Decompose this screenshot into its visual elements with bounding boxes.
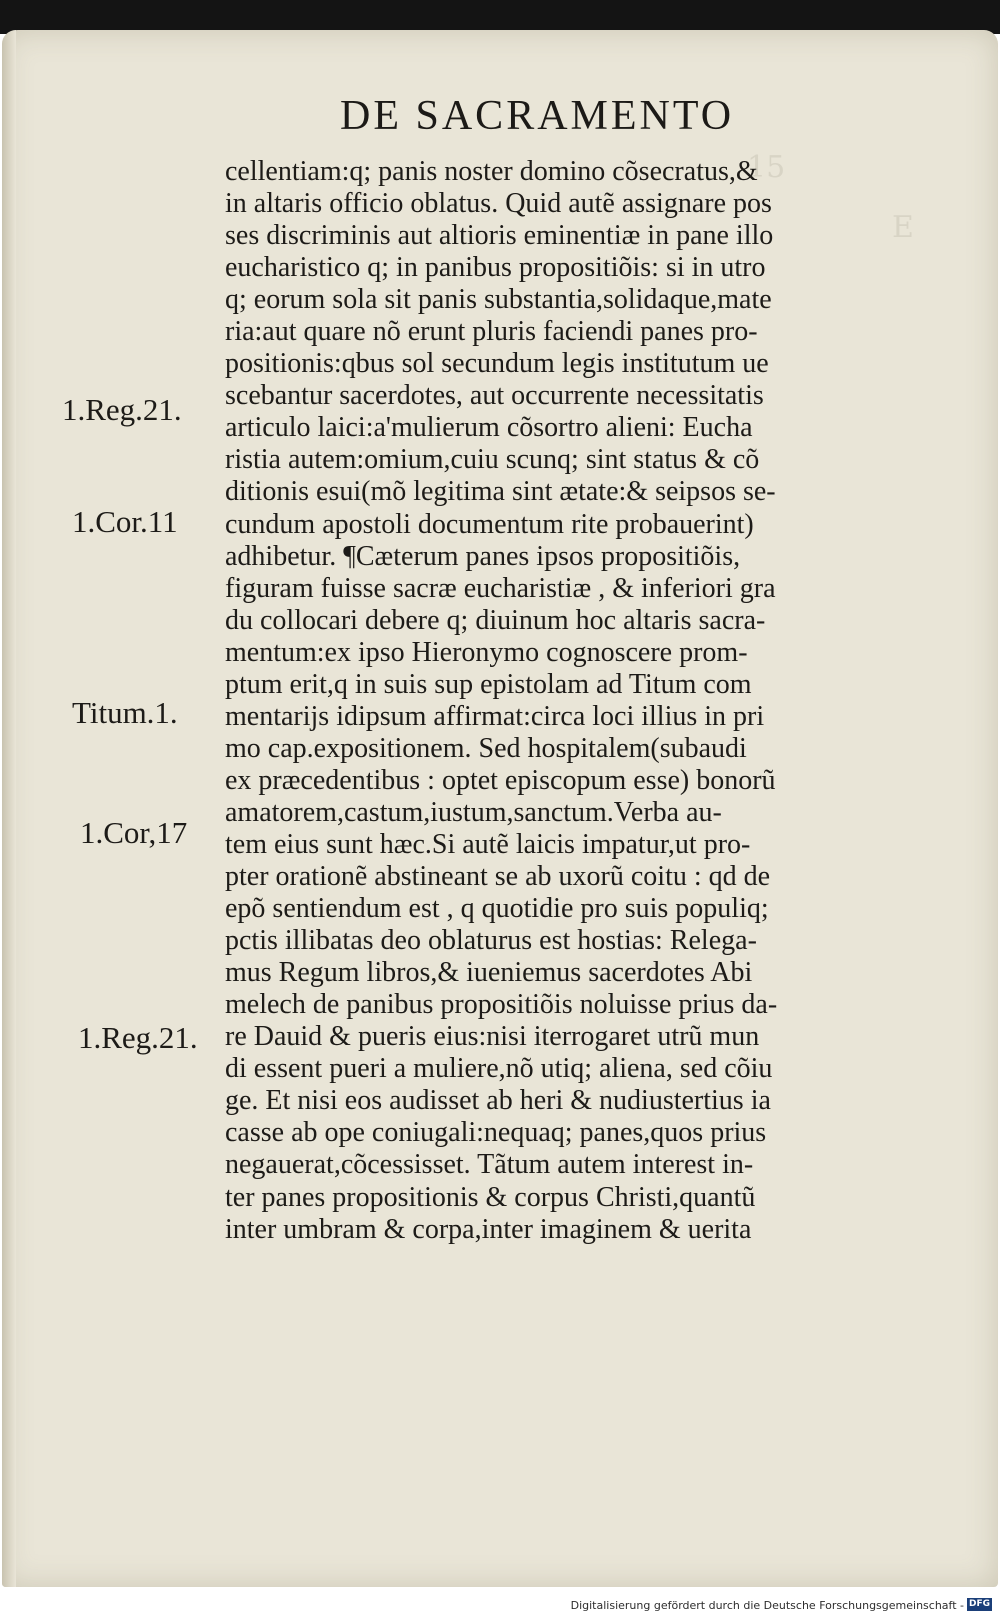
text-line: in altaris officio oblatus. Quid autẽ assignare pos xyxy=(225,188,772,220)
text-line: du collocari debere q; diuinum hoc altaris sacra- xyxy=(225,604,766,636)
text-line: ge. Et nisi eos audisset ab heri & nudiustertius ia xyxy=(225,1085,771,1117)
text-line: re Dauid & pueris eius:nisi iterrogaret utrũ mun xyxy=(225,1021,760,1053)
page-spine-shadow xyxy=(2,30,16,1587)
text-line: tem eius sunt hæc.Si autẽ laicis impatur,ut pro- xyxy=(225,828,751,860)
margin-note: 1.Cor.11 xyxy=(72,504,178,539)
bleed-through-mark: E xyxy=(892,210,914,245)
scan-top-border xyxy=(0,0,1000,34)
text-line: melech de panibus propositiõis noluisse prius da- xyxy=(225,989,778,1021)
margin-note: 1.Cor,17 xyxy=(80,815,188,850)
text-line: mentarijs idipsum affirmat:circa loci illius in pri xyxy=(225,700,765,732)
text-line: scebantur sacerdotes, aut occurrente necessitatis xyxy=(225,380,764,412)
text-line: amatorem,castum,iustum,sanctum.Verba au- xyxy=(225,796,722,828)
text-line: ristia autem:omium,cuiu scunq; sint status & cõ xyxy=(225,444,760,476)
body-text xyxy=(225,156,925,1246)
text-line: cundum apostoli documentum rite probauerint) xyxy=(225,508,754,540)
text-line: pctis illibatas deo oblaturus est hostias: Relega- xyxy=(225,925,757,957)
bleed-through-mark: 15 xyxy=(747,150,786,185)
running-title: DE SACRAMENTO xyxy=(340,93,735,139)
text-line: adhibetur. ¶Cæterum panes ipsos propositiõis, xyxy=(225,540,741,572)
text-line: epõ sentiendum est , q quotidie pro suis populiq; xyxy=(225,893,769,925)
text-line: ses discriminis aut altioris eminentiæ in pane illo xyxy=(225,220,774,252)
text-line: eucharistico q; in panibus propositiõis: si in utro xyxy=(225,252,766,284)
text-line: mentum:ex ipso Hieronymo cognoscere prom- xyxy=(225,636,748,668)
margin-note: Titum.1. xyxy=(72,695,178,730)
text-line: ptum erit,q in suis sup epistolam ad Titum com xyxy=(225,668,752,700)
text-line: ter panes propositionis & corpus Christi,quantũ xyxy=(225,1181,756,1213)
text-line: q; eorum sola sit panis substantia,solidaque,mate xyxy=(225,284,772,316)
text-line: ria:aut quare nõ erunt pluris faciendi panes pro- xyxy=(225,316,758,348)
text-line: casse ab ope coniugali:nequaq; panes,quos prius xyxy=(225,1117,767,1149)
margin-note: 1.Reg.21. xyxy=(78,1020,198,1055)
text-line: cellentiam:q; panis noster domino cõsecratus,& xyxy=(225,156,758,187)
text-line: pter orationẽ abstineant se ab uxorũ coitu : qd de xyxy=(225,861,771,893)
margin-note: 1.Reg.21. xyxy=(62,392,182,427)
funding-credit: Digitalisierung gefördert durch die Deutsche Forschungsgemeinschaft - xyxy=(570,1599,964,1612)
text-line: mo cap.expositionem. Sed hospitalem(subaudi xyxy=(225,732,747,764)
text-line: di essent pueri a muliere,nõ utiq; aliena, sed cõiu xyxy=(225,1053,773,1085)
text-line: ex præcedentibus : optet episcopum esse) bonorũ xyxy=(225,764,776,796)
text-line: articulo laici:a'mulierum cõsortro alieni: Eucha xyxy=(225,412,753,444)
dfg-logo: DFG xyxy=(968,1599,990,1609)
text-line: ditionis esui(mõ legitima sint ætate:& seipsos se- xyxy=(225,476,776,508)
text-line: figuram fuisse sacræ eucharistiæ , & inferiori gra xyxy=(225,572,776,604)
text-line: inter umbram & corpa,inter imaginem & uerita xyxy=(225,1213,752,1245)
text-line: negauerat,cõcessisset. Tãtum autem interest in- xyxy=(225,1149,754,1181)
text-line: positionis:qbus sol secundum legis institutum ue xyxy=(225,348,769,380)
text-line: mus Regum libros,& iueniemus sacerdotes Abi xyxy=(225,957,753,989)
